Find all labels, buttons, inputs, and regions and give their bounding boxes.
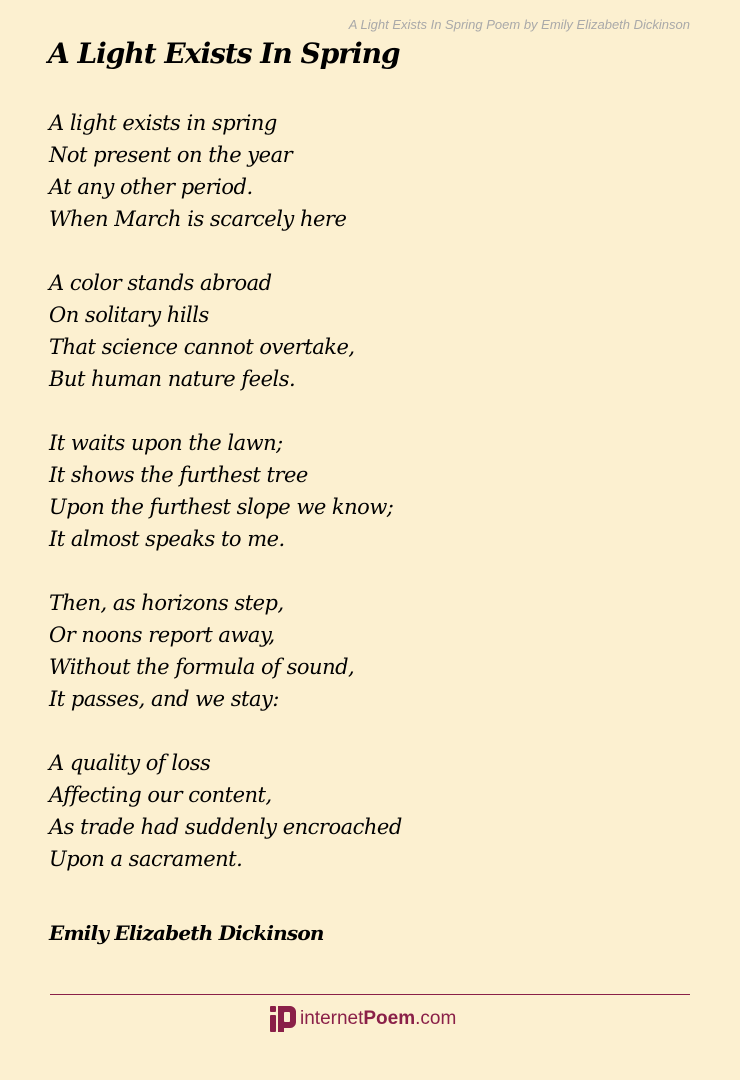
brand-prefix: internet: [300, 1008, 364, 1029]
poem-line: A light exists in spring: [49, 111, 277, 135]
poem-line: Or noons report away,: [49, 623, 275, 647]
poem-line: Affecting our content,: [49, 783, 272, 807]
footer-divider: [50, 994, 690, 995]
brand-suffix: .com: [415, 1008, 457, 1029]
poem-line: Not present on the year: [49, 143, 293, 167]
poem-line: Upon the furthest slope we know;: [49, 495, 394, 519]
poem-line: At any other period.: [49, 175, 253, 199]
poem-line: When March is scarcely here: [49, 207, 347, 231]
poem-line: Without the formula of sound,: [49, 655, 355, 679]
poem-line: It shows the furthest tree: [49, 463, 308, 487]
poem-line: But human nature feels.: [49, 367, 296, 391]
poem-line: As trade had suddenly encroached: [49, 815, 402, 839]
poem-line: Then, as horizons step,: [49, 591, 284, 615]
stanza: [49, 107, 402, 235]
poem-author: Emily Elizabeth Dickinson: [49, 921, 324, 945]
poem-line: Upon a sacrament.: [49, 847, 243, 871]
brand-bold: Poem: [363, 1008, 416, 1029]
stanza: [49, 267, 402, 395]
poem-line: A quality of loss: [49, 751, 211, 775]
poem-line: It almost speaks to me.: [49, 527, 285, 551]
stanza: [49, 747, 402, 875]
poem-line: It waits upon the lawn;: [49, 431, 283, 455]
poem-body: [49, 107, 402, 907]
poem-line: That science cannot overtake,: [49, 335, 355, 359]
poem-title: A Light Exists In Spring: [48, 37, 400, 70]
stanza: [49, 427, 402, 555]
stanza: [49, 587, 402, 715]
poem-caption: A Light Exists In Spring Poem by Emily Elizabeth Dickinson: [348, 17, 690, 32]
site-brand[interactable]: [270, 1005, 456, 1033]
poem-line: A color stands abroad: [49, 271, 272, 295]
poem-line: It passes, and we stay:: [49, 687, 279, 711]
poem-line: On solitary hills: [49, 303, 209, 327]
ip-logo-icon: [270, 1006, 296, 1032]
